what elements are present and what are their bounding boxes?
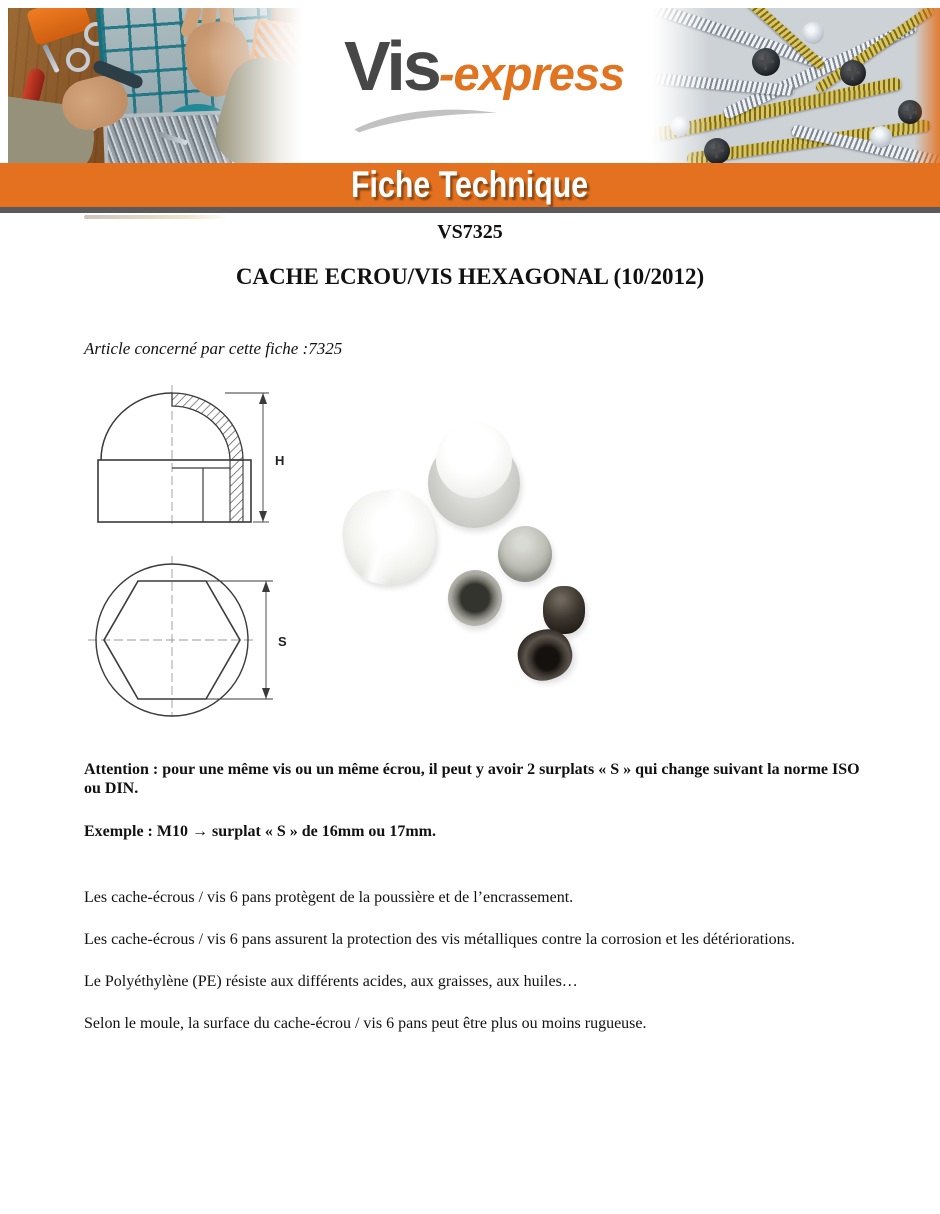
white-hex-cap [337,484,441,590]
photo-fade [652,8,940,163]
screw-pile-photo [652,8,940,163]
logo-swoosh-icon [350,102,500,136]
banner [0,163,940,207]
vis-express-logo [320,18,650,148]
logo-brand-primary: Vis [344,27,439,105]
cap-side-view-drawing [85,385,300,530]
decorative-underline [84,215,228,219]
body-paragraph: Les cache-écrous / vis 6 pans assurent la protection des vis métalliques contre la corrosion et les détériorations. [84,931,795,948]
dimension-h-label: H [275,453,285,468]
body-paragraph: Le Polyéthylène (PE) résiste aux différents acides, aux graisses, aux huiles… [84,973,578,990]
cap-top-view-drawing [85,553,300,720]
body-copy [84,760,860,1056]
white-dome-cap [436,422,512,498]
product-photo [335,398,620,698]
body-paragraph: Selon le moule, la surface du cache-écrou / vis 6 pans peut être plus ou moins rugueuse. [84,1015,647,1032]
product-code: VS7325 [437,221,503,243]
example-paragraph: Exemple : M10 → surplat « S » de 16mm ou 17mm. [84,823,436,840]
photo-fade [8,8,302,163]
orange-edge-gradient [914,8,940,163]
banner-title: Fiche Technique [351,164,589,205]
banner-divider [0,207,940,213]
logo-brand-secondary: -express [438,47,625,100]
gray-dome-cap [498,526,552,582]
logo-text [344,26,624,106]
technical-drawing [85,385,300,720]
dark-hex-cap [445,567,505,628]
article-note: Article concerné par cette fiche :7325 [84,339,343,358]
attention-paragraph: Attention : pour une même vis ou un même écrou, il peut y avoir 2 surplats « S » qui change suivant la norme ISO ou DIN. [84,761,860,797]
dimension-s-label: S [278,634,287,649]
body-paragraph: Les cache-écrous / vis 6 pans protègent de la poussière et de l’encrassement. [84,889,574,906]
black-cap [543,586,585,634]
workbench-photo [8,8,302,163]
product-title: CACHE ECROU/VIS HEXAGONAL (10/2012) [235,264,705,289]
